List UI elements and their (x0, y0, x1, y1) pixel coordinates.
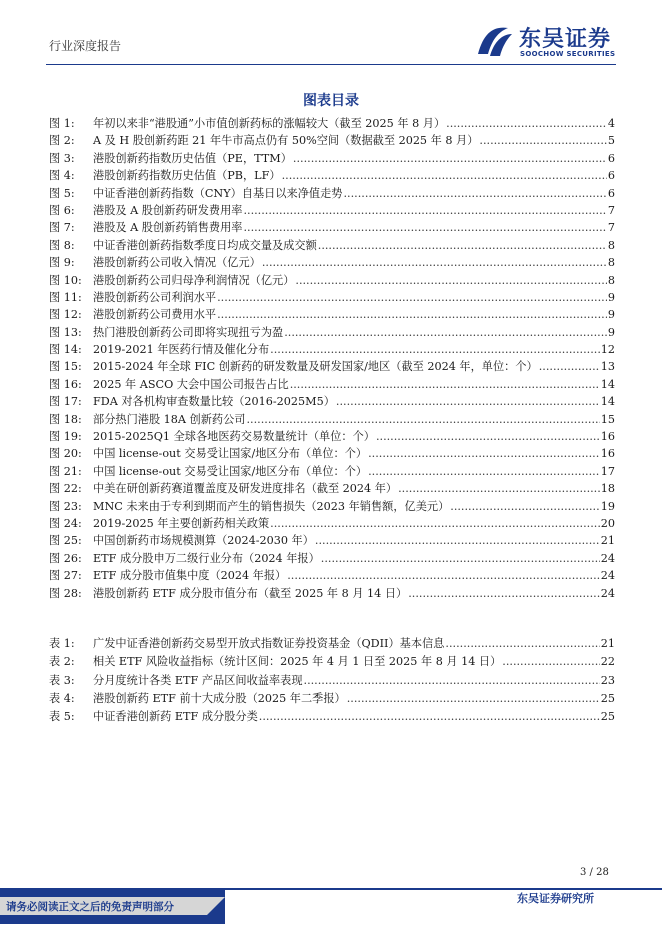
entry-label: 图 13: (49, 325, 82, 339)
figure-index-entry[interactable] (49, 202, 615, 219)
entry-label: 图 16: (49, 377, 82, 391)
entry-page-number: 25 (600, 710, 615, 724)
figure-index-entry[interactable] (49, 567, 615, 584)
dot-leader (262, 256, 607, 269)
dot-leader (217, 308, 607, 321)
entry-title: 中证香港创新药指数（CNY）自基日以来净值走势 (93, 186, 343, 200)
logo-english-name: SOOCHOW SECURITIES (520, 50, 616, 58)
dot-leader (347, 692, 600, 705)
dot-leader (290, 378, 600, 391)
entry-title: 港股创新药公司归母净利润情况（亿元） (93, 273, 295, 287)
entry-title: 港股及 A 股创新药销售费用率 (93, 221, 243, 235)
entry-label: 图 2: (49, 134, 75, 148)
entry-page-number: 16 (600, 447, 615, 461)
entry-label: 图 11: (49, 290, 82, 304)
page-number: 3 / 28 (580, 867, 609, 878)
entry-page-number: 12 (600, 343, 615, 357)
figure-index-entry[interactable] (49, 150, 615, 167)
entry-page-number: 13 (600, 360, 615, 374)
brand-logo (474, 22, 624, 62)
dot-leader (321, 552, 600, 565)
entry-label: 图 21: (49, 464, 82, 478)
entry-page-number: 20 (600, 516, 615, 530)
figure-index-entry[interactable] (49, 341, 615, 358)
figure-index-entry[interactable] (49, 185, 615, 202)
entry-page-number: 4 (607, 117, 615, 130)
entry-label: 图 3: (49, 151, 75, 165)
entry-label: 图 23: (49, 499, 82, 513)
entry-page-number: 15 (600, 412, 615, 426)
entry-page-number: 19 (600, 499, 615, 513)
entry-page-number: 21 (600, 534, 615, 548)
figure-index-entry[interactable] (49, 585, 615, 602)
entry-title: 2019-2025 年主要创新药相关政策 (93, 516, 270, 530)
figure-index-entry[interactable] (49, 463, 615, 480)
dot-leader (376, 430, 600, 443)
figure-index-entry[interactable] (49, 115, 615, 132)
dot-leader (446, 117, 607, 130)
dot-leader (539, 360, 600, 373)
dot-leader (318, 239, 607, 252)
figure-index-entry[interactable] (49, 428, 615, 445)
entry-page-number: 8 (607, 238, 615, 252)
dot-leader (336, 395, 600, 408)
entry-title: A 及 H 股创新药距 21 年牛市高点仍有 50%空间（数据截至 2025 年 8 月） (93, 134, 479, 148)
dot-leader (445, 637, 599, 650)
entry-title: MNC 未来由于专利到期而产生的销售损失（2023 年销售额，亿美元） (93, 499, 450, 513)
figure-index-entry[interactable] (49, 306, 615, 323)
table-index-entry[interactable] (49, 690, 615, 708)
entry-page-number: 6 (607, 151, 615, 165)
figure-index-entry[interactable] (49, 237, 615, 254)
dot-leader (295, 274, 606, 287)
figure-index-entry[interactable] (49, 515, 615, 532)
toc-title: 图表目录 (303, 93, 359, 109)
entry-title: 相关 ETF 风险收益指标（统计区间：2025 年 4 月 1 日至 2025 年 8 月 14 日） (93, 655, 502, 669)
entry-title: 港股创新药公司利润水平 (93, 290, 217, 304)
entry-page-number: 21 (600, 637, 615, 650)
entry-page-number: 16 (600, 430, 615, 444)
entry-label: 图 25: (49, 534, 82, 548)
dot-leader (287, 569, 600, 582)
dot-leader (284, 326, 607, 339)
entry-title: 部分热门港股 18A 创新药公司 (93, 412, 246, 426)
entry-title: 中国 license-out 交易受让国家/地区分布（单位：个） (93, 447, 368, 461)
dot-leader (259, 710, 600, 723)
figure-index-entry[interactable] (49, 498, 615, 515)
dot-leader (398, 482, 600, 495)
entry-title: 中国创新药市场规模测算（2024-2030 年） (93, 534, 314, 548)
entry-page-number: 7 (607, 203, 615, 217)
dot-leader (217, 291, 607, 304)
dot-leader (282, 169, 607, 182)
entry-title: 2019-2021 年医药行情及催化分布 (93, 343, 270, 357)
entry-title: 港股创新药 ETF 成分股市值分布（截至 2025 年 8 月 14 日） (93, 586, 408, 600)
entry-page-number: 6 (607, 186, 615, 200)
entry-title: 广发中证香港创新药交易型开放式指数证券投资基金（QDII）基本信息 (93, 637, 445, 650)
entry-page-number: 14 (600, 395, 615, 409)
entry-label: 图 10: (49, 273, 82, 287)
footer-institute-name: 东吴证券研究所 (517, 892, 594, 905)
entry-page-number: 8 (607, 273, 615, 287)
entry-page-number: 22 (600, 655, 615, 669)
entry-label: 图 9: (49, 256, 75, 270)
dot-leader (304, 674, 600, 687)
entry-title: 港股创新药指数历史估值（PB，LF） (93, 169, 281, 183)
entry-title: 中证香港创新药指数季度日均成交量及成交额 (93, 238, 317, 252)
entry-label: 图 6: (49, 203, 75, 217)
entry-label: 图 7: (49, 221, 75, 235)
table-index-entry[interactable] (49, 653, 615, 671)
figure-index-entry[interactable] (49, 132, 615, 149)
entry-label: 图 27: (49, 569, 82, 583)
entry-title: 港股创新药指数历史估值（PE，TTM） (93, 151, 292, 165)
entry-title: 港股创新药 ETF 前十大成分股（2025 年二季报） (93, 691, 346, 705)
dot-leader (270, 517, 600, 530)
dot-leader (247, 413, 600, 426)
entry-label: 图 22: (49, 482, 82, 496)
entry-title: 2015-2024 年全球 FIC 创新药的研发数量及研发国家/地区（截至 2024 年，单位：个） (93, 360, 538, 374)
entry-label: 表 2: (49, 655, 75, 669)
dot-leader (450, 500, 599, 513)
entry-page-number: 7 (607, 221, 615, 235)
entry-label: 图 12: (49, 308, 82, 322)
figure-index-entry[interactable] (49, 219, 615, 236)
entry-label: 图 26: (49, 551, 82, 565)
figure-index-entry[interactable] (49, 254, 615, 271)
entry-label: 图 24: (49, 516, 82, 530)
figure-index-entry[interactable] (49, 550, 615, 567)
entry-page-number: 8 (607, 256, 615, 270)
figure-index-entry[interactable] (49, 376, 615, 393)
entry-label: 表 4: (49, 691, 75, 705)
entry-title: 港股创新药公司费用水平 (93, 308, 217, 322)
entry-label: 图 1: (49, 117, 75, 130)
figure-index-entry[interactable] (49, 393, 615, 410)
entry-page-number: 24 (600, 551, 615, 565)
entry-label: 图 8: (49, 238, 75, 252)
entry-title: 分月度统计各类 ETF 产品区间收益率表现 (93, 673, 303, 687)
dot-leader (344, 187, 607, 200)
report-category: 行业深度报告 (49, 39, 122, 53)
dot-leader (479, 134, 606, 147)
entry-page-number: 14 (600, 377, 615, 391)
entry-label: 图 17: (49, 395, 82, 409)
entry-title: ETF 成分股申万二级行业分布（2024 年报） (93, 551, 320, 565)
entry-label: 图 15: (49, 360, 82, 374)
dot-leader (243, 221, 606, 234)
figure-index-entry[interactable] (49, 272, 615, 289)
entry-page-number: 17 (600, 464, 615, 478)
figure-index-entry[interactable] (49, 289, 615, 306)
dot-leader (408, 587, 600, 600)
entry-title: 港股及 A 股创新药研发费用率 (93, 203, 243, 217)
entry-page-number: 18 (600, 482, 615, 496)
entry-label: 图 4: (49, 169, 75, 183)
table-index-entry[interactable] (49, 635, 615, 653)
entry-title: 年初以来非“港股通”小市值创新药标的涨幅较大（截至 2025 年 8 月） (93, 117, 446, 130)
dot-leader (502, 655, 599, 668)
entry-page-number: 25 (600, 691, 615, 705)
logo-chinese-name: 东吴证券 (519, 27, 612, 52)
figure-index-entry[interactable] (49, 411, 615, 428)
entry-page-number: 9 (607, 308, 615, 322)
table-index-entry[interactable] (49, 672, 615, 690)
entry-label: 图 20: (49, 447, 82, 461)
entry-title: ETF 成分股市值集中度（2024 年报） (93, 569, 287, 583)
entry-label: 图 28: (49, 586, 82, 600)
entry-title: 中证香港创新药 ETF 成分股分类 (93, 710, 258, 724)
figure-index-entry[interactable] (49, 480, 615, 497)
figure-index-entry[interactable] (49, 532, 615, 549)
entry-title: 热门港股创新药公司即将实现扭亏为盈 (93, 325, 284, 339)
figure-index-list (49, 115, 615, 602)
entry-page-number: 24 (600, 569, 615, 583)
entry-page-number: 9 (607, 325, 615, 339)
entry-title: 2015-2025Q1 全球各地医药交易数量统计（单位：个） (93, 430, 375, 444)
entry-title: 港股创新药公司收入情况（亿元） (93, 256, 261, 270)
entry-label: 表 5: (49, 710, 75, 724)
table-index-list (49, 635, 615, 726)
entry-page-number: 9 (607, 290, 615, 304)
entry-label: 图 5: (49, 186, 75, 200)
soochow-logo-icon (474, 24, 514, 60)
table-index-entry[interactable] (49, 708, 615, 726)
entry-page-number: 23 (600, 673, 615, 687)
figure-index-entry[interactable] (49, 358, 615, 375)
entry-title: FDA 对各机构审查数量比较（2016-2025M5） (93, 395, 335, 409)
entry-label: 表 1: (49, 637, 75, 650)
entry-label: 图 19: (49, 430, 82, 444)
entry-title: 中国 license-out 交易受让国家/地区分布（单位：个） (93, 464, 368, 478)
figure-index-entry[interactable] (49, 167, 615, 184)
dot-leader (293, 152, 607, 165)
figure-index-entry[interactable] (49, 324, 615, 341)
entry-label: 图 14: (49, 343, 82, 357)
dot-leader (368, 465, 600, 478)
dot-leader (270, 343, 600, 356)
entry-title: 中美在研创新药赛道覆盖度及研发进度排名（截至 2024 年） (93, 482, 398, 496)
dot-leader (368, 447, 600, 460)
figure-index-entry[interactable] (49, 445, 615, 462)
entry-label: 表 3: (49, 673, 75, 687)
entry-page-number: 24 (600, 586, 615, 600)
dot-leader (315, 534, 600, 547)
entry-label: 图 18: (49, 412, 82, 426)
entry-page-number: 6 (607, 169, 615, 183)
entry-page-number: 5 (607, 134, 615, 148)
footer-disclaimer: 请务必阅读正文之后的免责声明部分 (6, 901, 174, 913)
dot-leader (243, 204, 606, 217)
entry-title: 2025 年 ASCO 大会中国公司报告占比 (93, 377, 289, 391)
header-divider (46, 64, 616, 65)
